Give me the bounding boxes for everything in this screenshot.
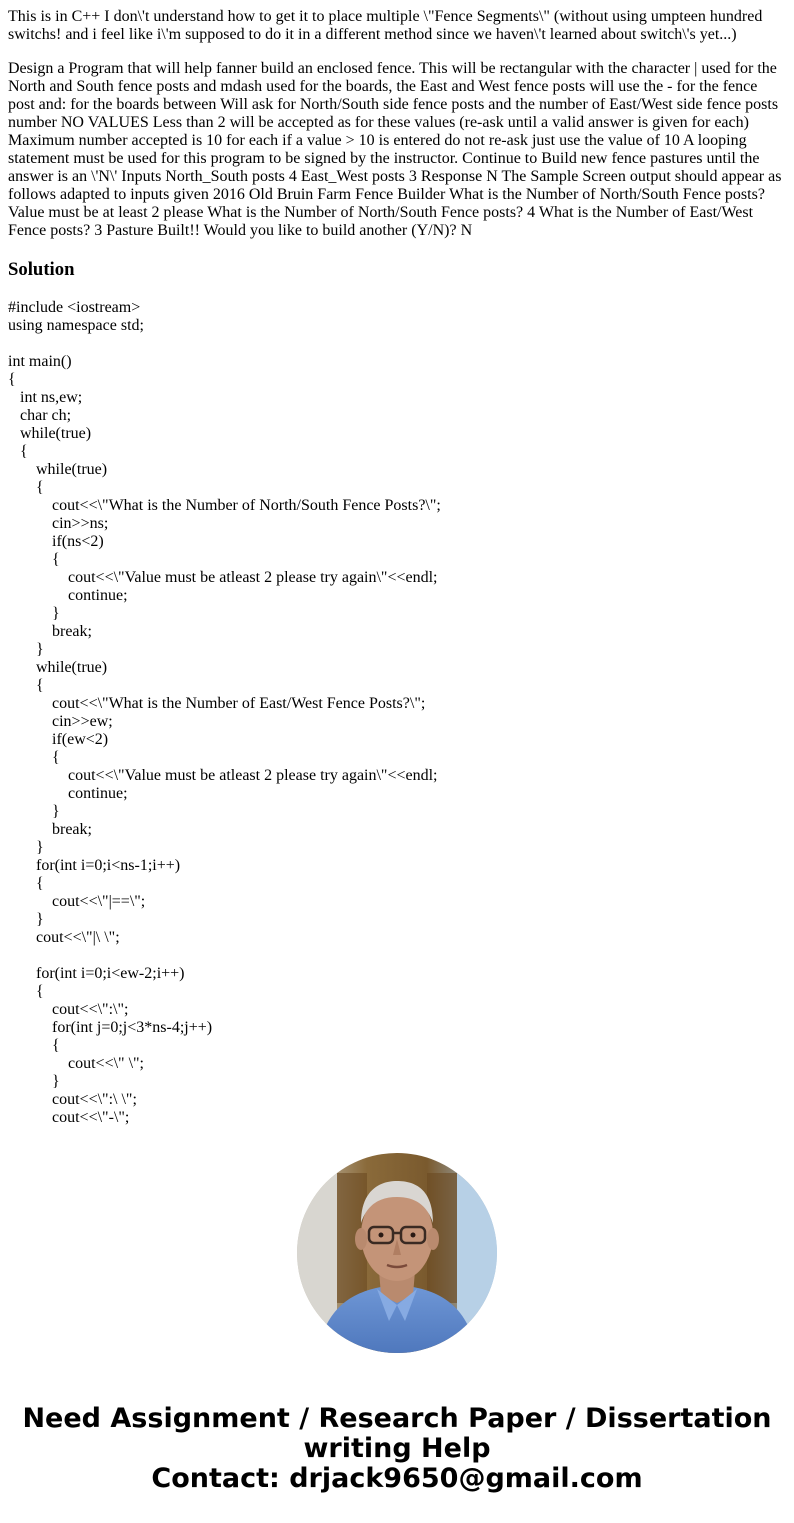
footer-advertisement: [0, 1404, 794, 1494]
page-content: [8, 8, 786, 1127]
question-body: Design a Program that will help fanner build an enclosed fence. This will be rectangular with the character | used for the North and South fence posts and mdash used for the boards, the East and West fence posts will use the - for the fence post and: for the boards between Will ask for North/South side fence posts and the number of East/West side fence posts number NO VALUES Less than 2 will be accepted as for these values (re-ask until a valid answer is given for each) Maximum number accepted is 10 for each if a value > 10 is entered do not re-ask just use the value of 10 A looping statement must be used for this program to be signed by the instructor. Continue to Build new fence pastures until the answer is an \'N\' Inputs North_South posts 4 East_West posts 3 Response N The Sample Screen output should appear as follows adapted to inputs given 2016 Old Bruin Farm Fence Builder What is the Number of North/South Fence posts? Value must be at least 2 please What is the Number of North/South Fence posts? 4 What is the Number of East/West Fence posts? 3 Pasture Built!! Would you like to build another (Y/N)? N: [8, 60, 782, 239]
footer-contact: Contact: drjack9650@gmail.com: [151, 1463, 643, 1494]
author-avatar: [297, 1153, 497, 1353]
footer-line-1: Need Assignment / Research Paper / Dissertation: [22, 1403, 772, 1434]
author-photo-icon: [297, 1153, 497, 1353]
solution-code: #include <iostream> using namespace std; int main() { int ns,ew; char ch; while(true) { while(true) { cout<<\"What is the Number of North/South Fence Posts?\"; cin>>ns; if(ns<2) { cout<<\"Value must be atleast 2 please try again\"<<endl; continue; } break; } while(true) { cout<<\"What is the Number of East/West Fence Posts?\"; cin>>ew; if(ew<2) { cout<<\"Value must be atleast 2 please try again\"<<endl; continue; } break; } for(int i=0;i<ns-1;i++) { cout<<\"|==\"; } cout<<\"|\ \"; for(int i=0;i<ew-2;i++) { cout<<\":\"; for(int j=0;j<3*ns-4;j++) { cout<<\" \"; } cout<<\":\ \"; cout<<\"-\";: [8, 299, 441, 1126]
footer-line-2: writing Help: [303, 1433, 491, 1464]
question-intro: This is in C++ I don\'t understand how to get it to place multiple \"Fence Segments\" (without using umpteen hundred switchs! and i feel like i\'m supposed to do it in a different method since we haven\'t learned about switch\'s yet...): [8, 8, 763, 43]
solution-heading: Solution: [8, 259, 75, 280]
